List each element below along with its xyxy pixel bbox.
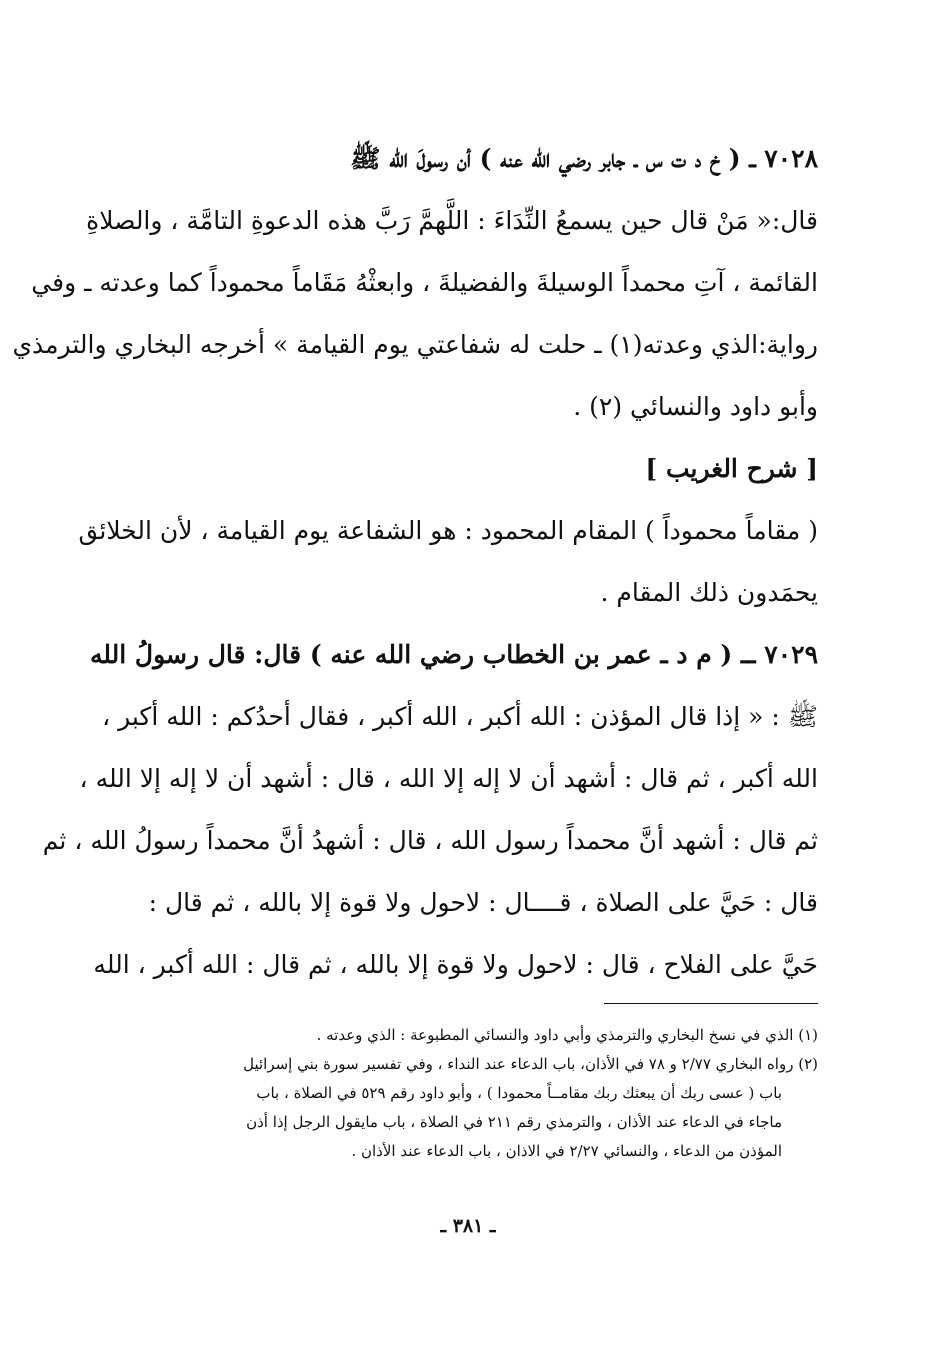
gharib-heading: [ شرح الغريب ] [645, 454, 818, 483]
hadith-7028-line-1: ٧٠٢٨ ــ ( خ د ت س ـ جابر رضي الله عنه ) أن رسولَ الله ﷺ [350, 144, 818, 173]
hadith-7029-line-1: ٧٠٢٩ ــ ( م د ـ عمر بن الخطاب رضي الله عنه ) قال: قال رسولُ الله [89, 640, 818, 669]
footnote-2-line-3: ماجاء في الدعاء عند الأذان ، والترمذي رقم ٢١١ في الصلاة ، باب مايقول الرجل إذا أذن [246, 1113, 782, 1131]
footnote-1: (١) الذي في نسخ البخاري والترمذي وأبي داود والنسائي المطبوعة : الذي وعدته . [316, 1026, 818, 1044]
hadith-7028 [12, 128, 818, 996]
hadith-7028-line-5: وأبو داود والنسائي (٢) . [573, 392, 818, 421]
gharib-line-1: ( مقاماً محموداً ) المقام المحمود : هو الشفاعة يوم القيامة ، لأن الخلائق [78, 516, 818, 545]
footnote-2-line-1: (٢) رواه البخاري ٢/٧٧ و ٧٨ في الأذان، باب الدعاء عند النداء ، وفي تفسير سورة بني إسرائيل [243, 1055, 818, 1073]
hadith-7029-line-4: ثم قال : أشهد أنَّ محمداً رسول الله ، قال : أشهدُ أنَّ محمداً رسولُ الله ، ثم [42, 826, 818, 855]
hadith-7028-line-4: رواية:الذي وعدته(١) ـ حلت له شفاعتي يوم القيامة » أخرجه البخاري والترمذي [12, 330, 818, 359]
hadith-7029-line-5: قال : حَيَّ على الصلاة ، قــــال : لاحول ولا قوة إلا بالله ، ثم قال : [148, 888, 818, 917]
footnote-2-line-4: المؤذن من الدعاء ، والنسائي ٢/٢٧ في الاذان ، باب الدعاء عند الأذان . [351, 1142, 782, 1160]
hadith-7029-line-6: حَيَّ على الفلاح ، قال : لاحول ولا قوة إلا بالله ، ثم قال : الله أكبر ، الله [93, 950, 818, 979]
footnote-divider [604, 1003, 818, 1004]
hadith-7028-line-2: قال:« مَنْ قال حين يسمعُ النِّدَاءَ : اللَّهمَّ رَبَّ هذه الدعوةِ التامَّة ، والصلاةِ [86, 206, 818, 235]
hadith-7029-line-3: الله أكبر ، ثم قال : أشهد أن لا إله إلا الله ، قال : أشهد أن لا إله إلا الله ، [79, 764, 818, 793]
footnote-2-line-2: باب ( عسى ربك أن يبعثك ربك مقامــاً محمودا ) ، وأبو داود رقم ٥٢٩ في الصلاة ، باب [256, 1084, 782, 1102]
footnotes [100, 1021, 818, 1166]
hadith-7029-line-2: ﷺ : « إذا قال المؤذن : الله أكبر ، الله أكبر ، فقال أحدُكم : الله أكبر ، [102, 702, 818, 731]
page-number: ـ ٣٨١ ـ [440, 1215, 496, 1237]
gharib-line-2: يحمَدون ذلك المقام . [600, 578, 818, 607]
hadith-7028-line-3: القائمة ، آتِ محمداً الوسيلةَ والفضيلةَ ، وابعثْهُ مَقَاماً محموداً كما وعدته ـ وفي [31, 268, 818, 297]
